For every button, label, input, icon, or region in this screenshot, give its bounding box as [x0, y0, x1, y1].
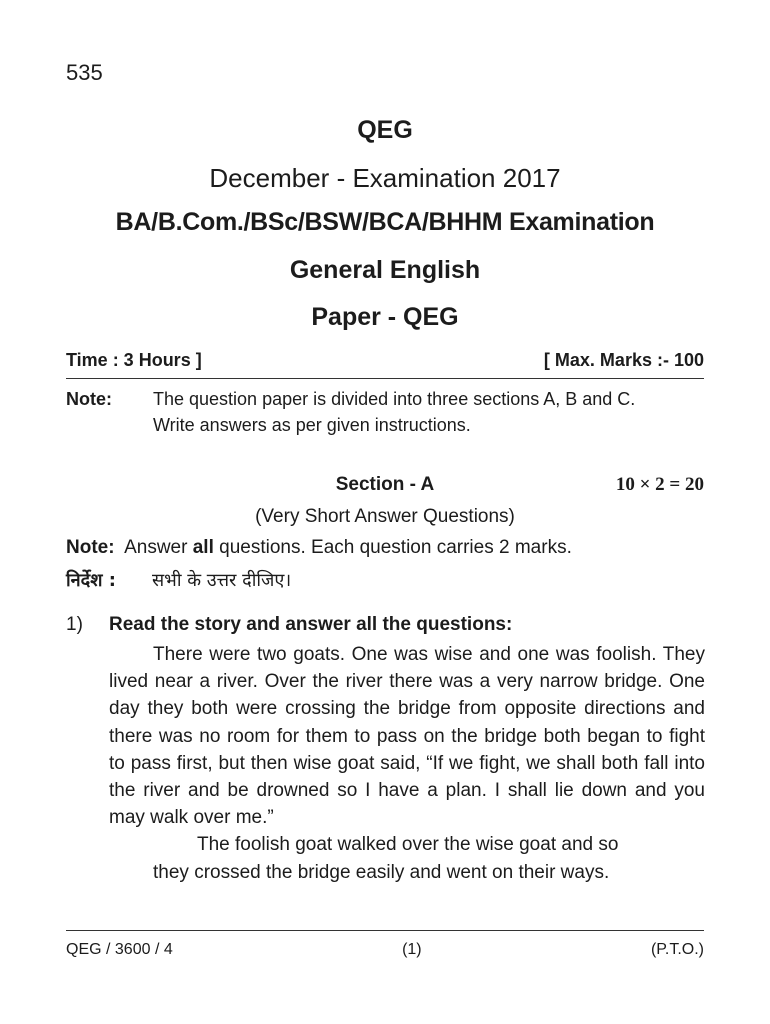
subject-title: General English [289, 256, 481, 284]
page-footer [66, 941, 704, 959]
max-marks: [ Max. Marks :- 100 [543, 350, 704, 370]
paper-name: Paper - QEG [311, 303, 459, 331]
exam-month: December - Examination 2017 [209, 163, 561, 193]
section-marks: 10 × 2 = 20 [615, 474, 704, 495]
paper-code: 535 [66, 60, 103, 85]
time-marks-row [66, 350, 704, 371]
note-line-2: Write answers as per given instructions. [153, 415, 471, 435]
section-subtitle: (Very Short Answer Questions) [255, 506, 515, 527]
question-number: 1) [66, 614, 83, 635]
hindi-instruction [66, 568, 291, 592]
hindi-instruction-label: निर्देश : [66, 570, 116, 591]
degree-list: BA/B.Com./BSc/BSW/BCA/BHHM Examination [115, 208, 655, 236]
pto-label: (P.T.O.) [650, 941, 704, 958]
footer-divider [66, 930, 704, 931]
section-note-label: Note: [66, 537, 115, 558]
section-note [66, 537, 572, 559]
time-allowed: Time : 3 Hours ] [66, 350, 202, 370]
note-text [153, 386, 713, 438]
section-note-pre: Answer [124, 537, 193, 558]
header-divider [66, 378, 704, 379]
note-line-1: The question paper is divided into three sections A, B and C. [153, 389, 636, 409]
note-label: Note: [66, 389, 112, 409]
paper-title: QEG [357, 116, 413, 144]
section-note-bold: all [192, 537, 214, 558]
page-number: (1) [402, 941, 422, 958]
question-heading: Read the story and answer all the questions: [109, 614, 513, 635]
section-title: Section - A [335, 474, 435, 495]
story-paragraph-1: There were two goats. One was wise and one was foolish. They lived near a river. Over the river there was a very narrow bridge. One day they both were crossing the bridge from opposite directions and there was no room for them to pass on the bridge both began to fight to pass first, but then wise goat said, “If we fight, we shall both fall into the river and be drowned so I have a plan. I shall lie down and you may walk over me.” [109, 644, 705, 829]
footer-code: QEG / 3600 / 4 [66, 941, 173, 958]
section-note-post: questions. Each question carries 2 marks. [213, 537, 572, 558]
story-paragraph-2-line-2: they crossed the bridge easily and went on their ways. [153, 861, 610, 883]
story-passage [109, 641, 705, 886]
story-paragraph-2-line-1: The foolish goat walked over the wise goat and so [197, 834, 619, 856]
hindi-instruction-text: सभी के उत्तर दीजिए। [152, 570, 292, 591]
